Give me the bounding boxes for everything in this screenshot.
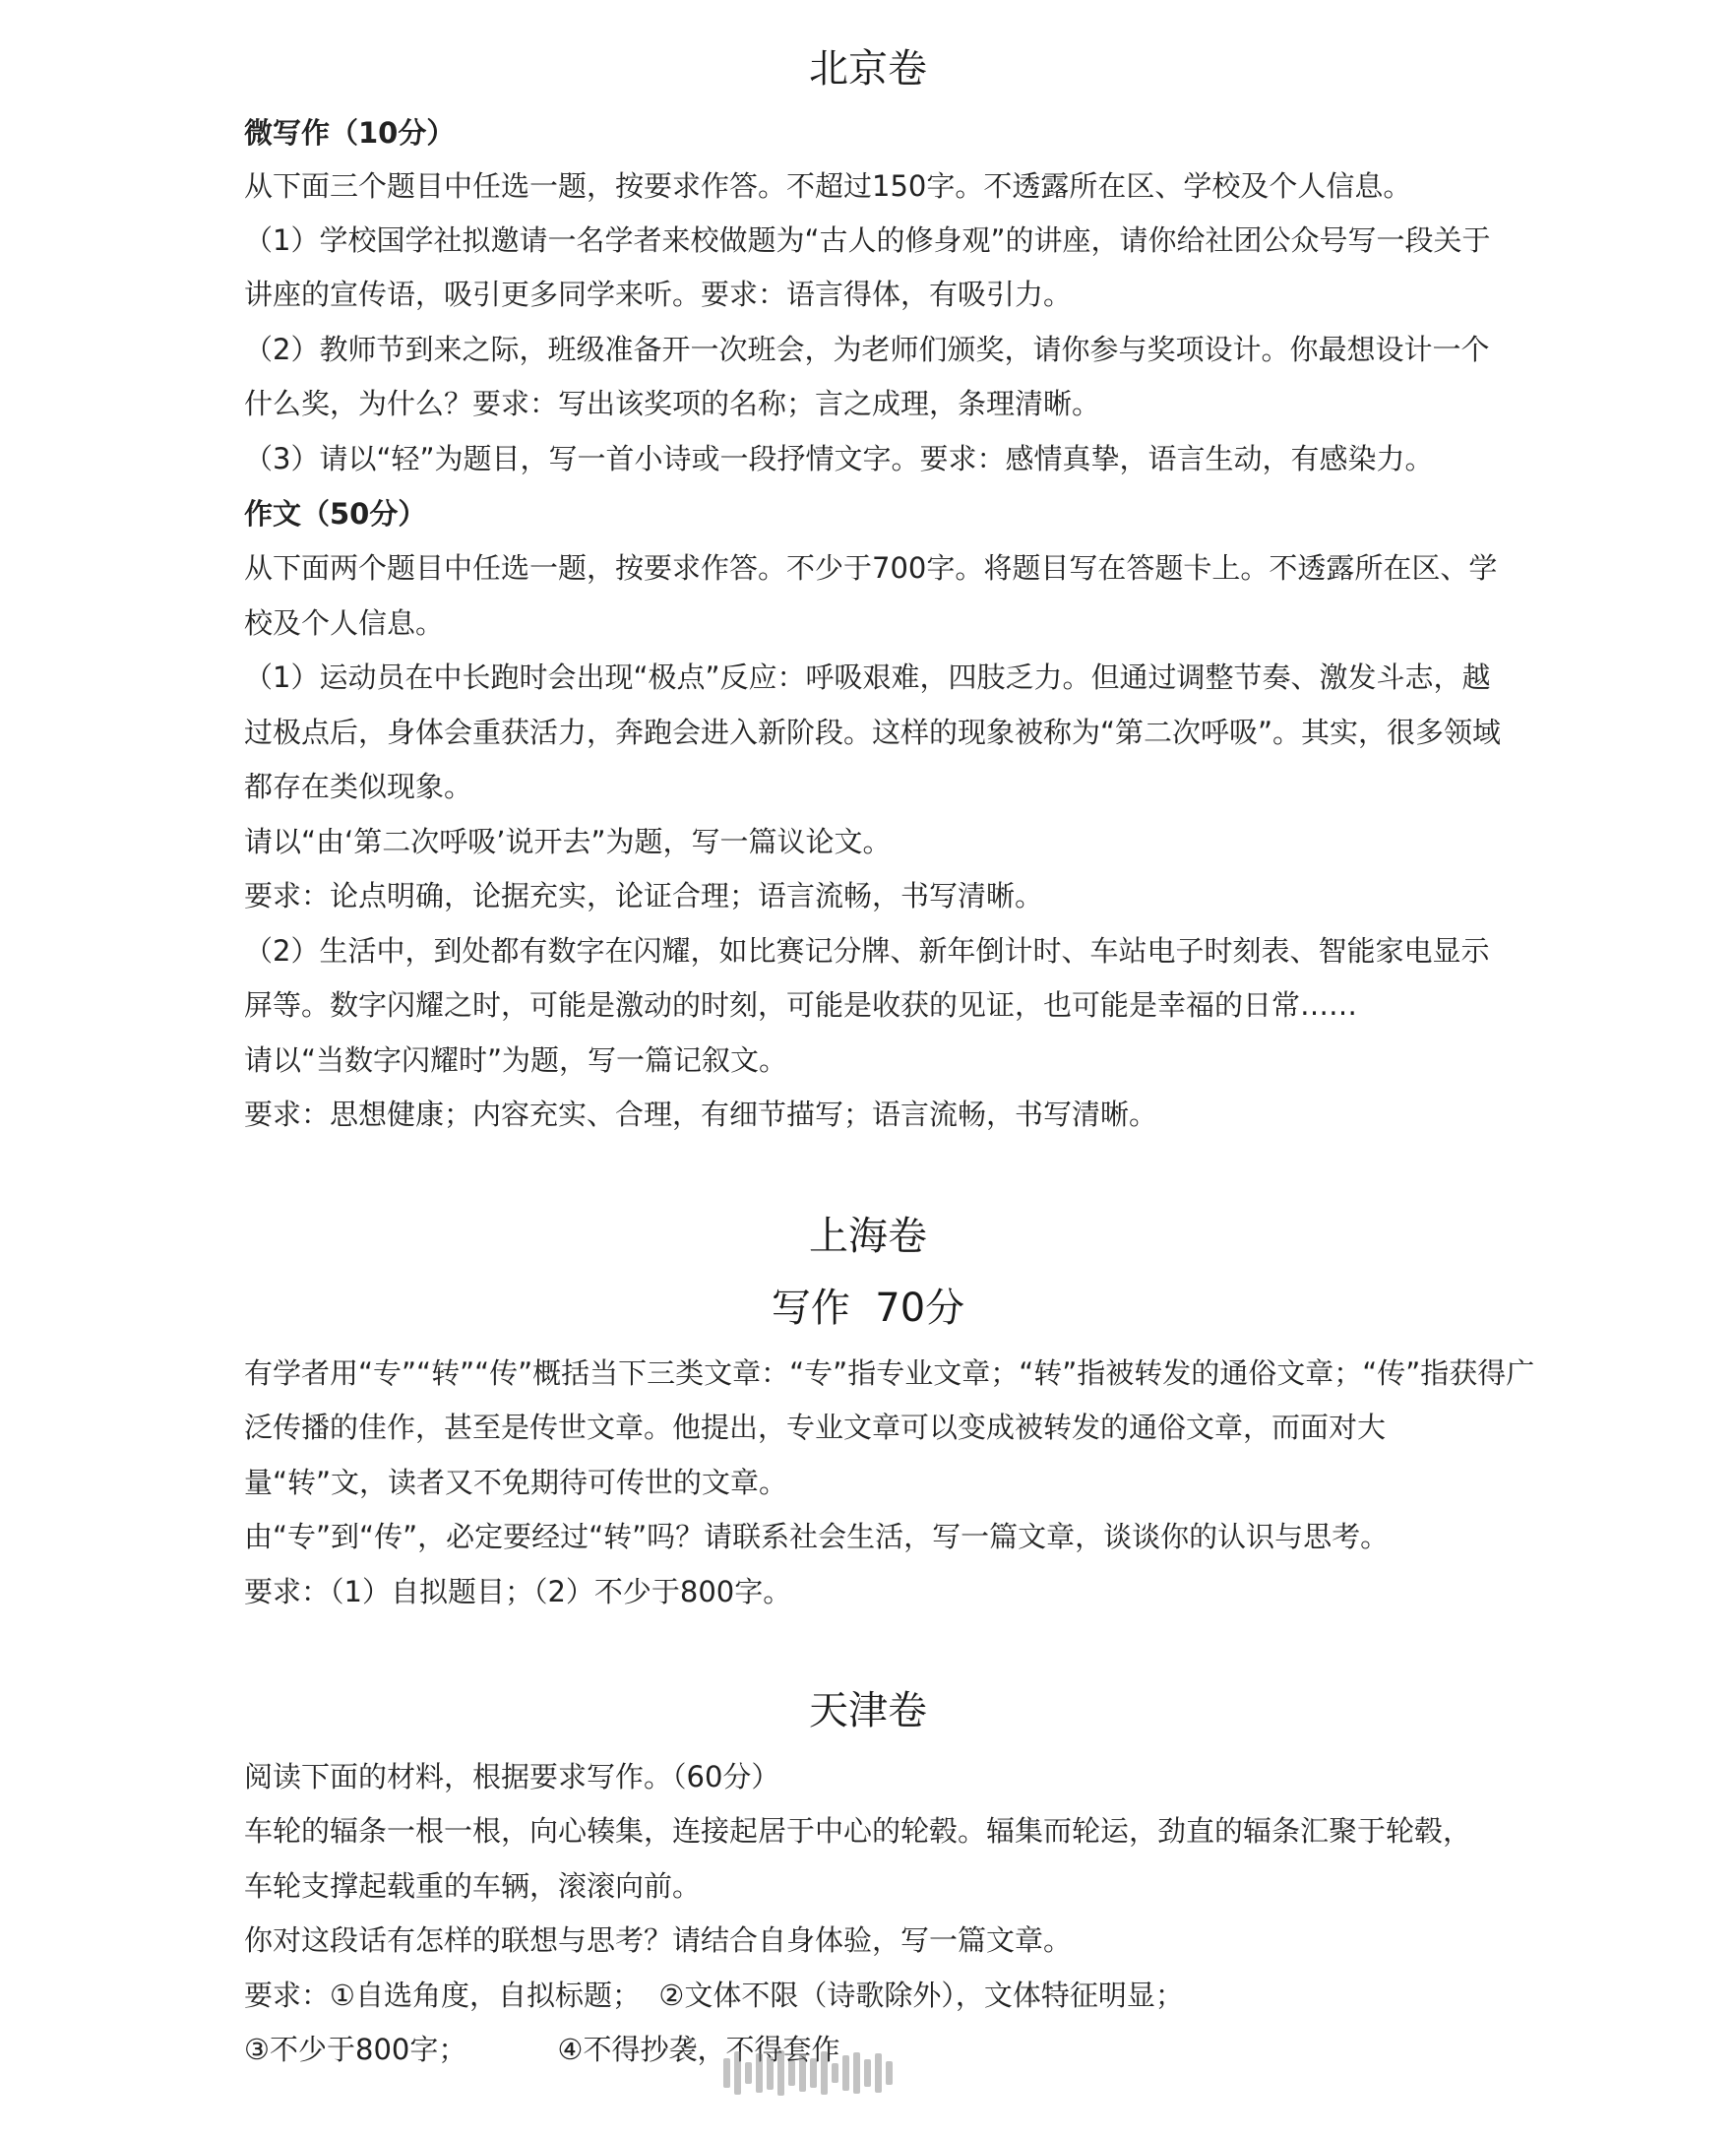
beijing-essay-intro-line2: 校及个人信息。 [244, 606, 445, 640]
beijing-essay-heading: 作文（50分） [244, 497, 427, 531]
beijing-micro-q1-line2: 讲座的宣传语，吸引更多同学来听。要求：语言得体，有吸引力。 [244, 278, 1073, 311]
beijing-essay-q1-line1: （1）运动员在中长跑时会出现“极点”反应：呼吸艰难，四肢乏力。但通过调整节奏、激发斗志，越 [244, 660, 1491, 694]
tianjin-line5: 要求：①自选角度，自拟标题； ②文体不限（诗歌除外），文体特征明显； [244, 1979, 1184, 2012]
tianjin-line3: 车轮支撑起载重的车辆，滚滚向前。 [244, 1869, 702, 1903]
shanghai-title: 上海卷 [809, 1214, 927, 1259]
beijing-micro-q2-line1: （2）教师节到来之际，班级准备开一次班会，为老师们颁奖，请你参与奖项设计。你最想设计一个 [244, 333, 1490, 366]
tianjin-line4: 你对这段话有怎样的联想与思考？请结合自身体验，写一篇文章。 [244, 1923, 1073, 1957]
beijing-essay-intro-line1: 从下面两个题目中任选一题，按要求作答。不少于700字。将题目写在答题卡上。不透露所在区、学 [244, 551, 1498, 585]
shanghai-line4: 由“专”到“传”，必定要经过“转”吗？请联系社会生活，写一篇文章，谈谈你的认识与思考。 [244, 1520, 1390, 1553]
tianjin-line2: 车轮的辐条一根一根，向心辏集，连接起居于中心的轮毂。辐集而轮运，劲直的辐条汇聚于轮毂， [244, 1814, 1472, 1848]
tianjin-title: 天津卷 [809, 1688, 927, 1733]
beijing-micro-intro: 从下面三个题目中任选一题，按要求作答。不超过150字。不透露所在区、学校及个人信息。 [244, 169, 1412, 203]
shanghai-subtitle: 写作 70分 [771, 1286, 965, 1331]
beijing-essay-q1-requirement: 要求：论点明确，论据充实，论证合理；语言流畅，书写清晰。 [244, 879, 1044, 912]
shanghai-line2: 泛传播的佳作，甚至是传世文章。他提出，专业文章可以变成被转发的通俗文章，而面对大 [244, 1411, 1387, 1444]
shanghai-line5: 要求：（1）自拟题目；（2）不少于800字。 [244, 1575, 792, 1608]
shanghai-line3: 量“转”文，读者又不免期待可传世的文章。 [244, 1466, 788, 1499]
shanghai-line1: 有学者用“专”“转”“传”概括当下三类文章：“专”指专业文章；“转”指被转发的通俗文章；“传”指获得广 [244, 1356, 1535, 1390]
beijing-micro-heading: 微写作（10分） [244, 116, 456, 150]
beijing-essay-q1-line3: 都存在类似现象。 [244, 770, 473, 803]
beijing-title: 北京卷 [809, 46, 927, 92]
beijing-essay-q1-prompt: 请以“由‘第二次呼吸’说开去”为题，写一篇议论文。 [244, 825, 892, 858]
beijing-micro-q3: （3）请以“轻”为题目，写一首小诗或一段抒情文字。要求：感情真挚，语言生动，有感染力。 [244, 442, 1434, 475]
watermark-overlay [723, 2045, 1009, 2101]
beijing-micro-q2-line2: 什么奖，为什么？要求：写出该奖项的名称；言之成理，条理清晰。 [244, 387, 1101, 420]
beijing-essay-q2-prompt: 请以“当数字闪耀时”为题，写一篇记叙文。 [244, 1043, 788, 1077]
beijing-essay-q2-line2: 屏等。数字闪耀之时，可能是激动的时刻，可能是收获的见证，也可能是幸福的日常…… [244, 988, 1358, 1022]
beijing-essay-q1-line2: 过极点后，身体会重获活力，奔跑会进入新阶段。这样的现象被称为“第二次呼吸”。其实，很多领域 [244, 716, 1502, 749]
beijing-micro-q1-line1: （1）学校国学社拟邀请一名学者来校做题为“古人的修身观”的讲座，请你给社团公众号写一段关于 [244, 223, 1491, 257]
tianjin-line1: 阅读下面的材料，根据要求写作。（60分） [244, 1760, 780, 1793]
tianjin-line6: ③不少于800字； ④不得抄袭，不得套作 [244, 2033, 840, 2066]
beijing-essay-q2-requirement: 要求：思想健康；内容充实、合理，有细节描写；语言流畅，书写清晰。 [244, 1098, 1158, 1131]
beijing-essay-q2-line1: （2）生活中，到处都有数字在闪耀，如比赛记分牌、新年倒计时、车站电子时刻表、智能家电显示 [244, 934, 1490, 968]
